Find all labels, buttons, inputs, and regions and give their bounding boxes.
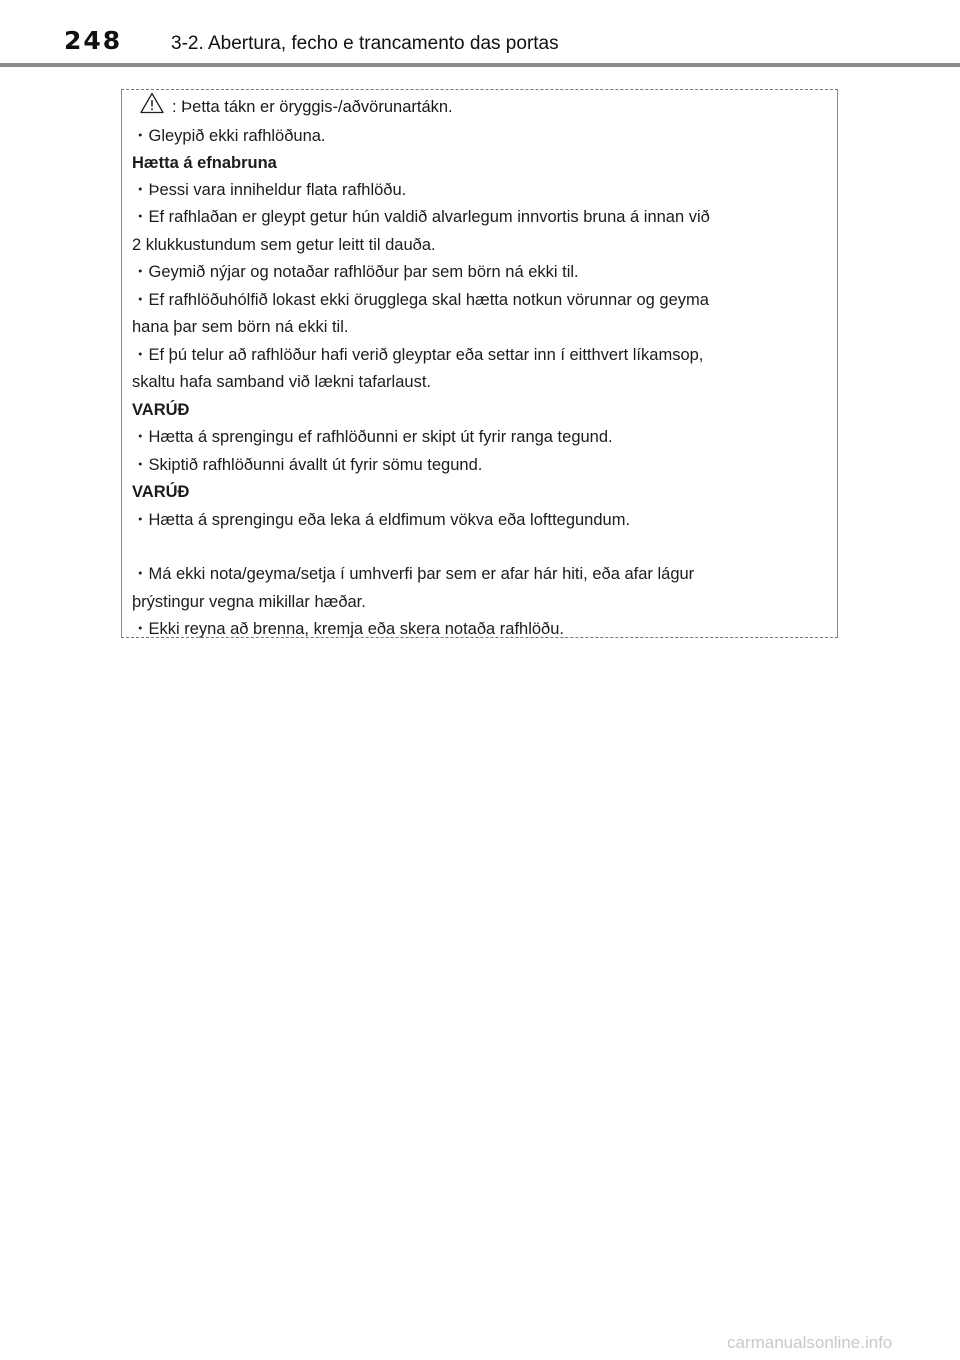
warning-heading: VARÚÐ <box>132 401 190 419</box>
warning-line: ・Ekki reyna að brenna, kremja eða skera notaða rafhlöðu. <box>132 620 564 638</box>
warning-line: ・Hætta á sprengingu eða leka á eldfimum vökva eða lofttegundum. <box>132 511 631 529</box>
warning-heading: VARÚÐ <box>132 483 190 501</box>
warning-triangle-icon <box>140 92 164 114</box>
warning-heading: Hætta á efnabruna <box>132 154 277 172</box>
header-divider <box>0 63 960 67</box>
warning-line: ・Þessi vara inniheldur flata rafhlöðu. <box>132 181 407 199</box>
warning-line: ・Ef rafhlaðan er gleypt getur hún valdið alvarlegum innvortis bruna á innan við <box>132 208 710 226</box>
warning-line: ・Hætta á sprengingu ef rafhlöðunni er skipt út fyrir ranga tegund. <box>132 428 613 446</box>
page-number: 248 <box>64 26 123 55</box>
warning-line: þrýstingur vegna mikillar hæðar. <box>132 593 366 611</box>
warning-line: ・Ef þú telur að rafhlöður hafi verið gleyptar eða settar inn í eitthvert líkamsop, <box>132 346 704 364</box>
warning-line: hana þar sem börn ná ekki til. <box>132 318 349 336</box>
warning-line: skaltu hafa samband við lækni tafarlaust. <box>132 373 431 391</box>
warning-line: 2 klukkustundum sem getur leitt til dauða. <box>132 236 436 254</box>
warning-line: ・Skiptið rafhlöðunni ávallt út fyrir sömu tegund. <box>132 456 483 474</box>
warning-line: ・Ef rafhlöðuhólfið lokast ekki örugglega skal hætta notkun vörunnar og geyma <box>132 291 709 309</box>
page-header <box>0 0 960 70</box>
warning-line: ・Má ekki nota/geyma/setja í umhverfi þar sem er afar hár hiti, eða afar lágur <box>132 565 695 583</box>
warning-line: ・Gleypið ekki rafhlöðuna. <box>132 127 326 145</box>
site-watermark: carmanualsonline.info <box>727 1333 893 1352</box>
warning-symbol-legend: : Þetta tákn er öryggis-/aðvörunartákn. <box>172 98 453 116</box>
warning-line: ・Geymið nýjar og notaðar rafhlöður þar sem börn ná ekki til. <box>132 263 579 281</box>
section-title: 3-2. Abertura, fecho e trancamento das portas <box>171 33 559 54</box>
